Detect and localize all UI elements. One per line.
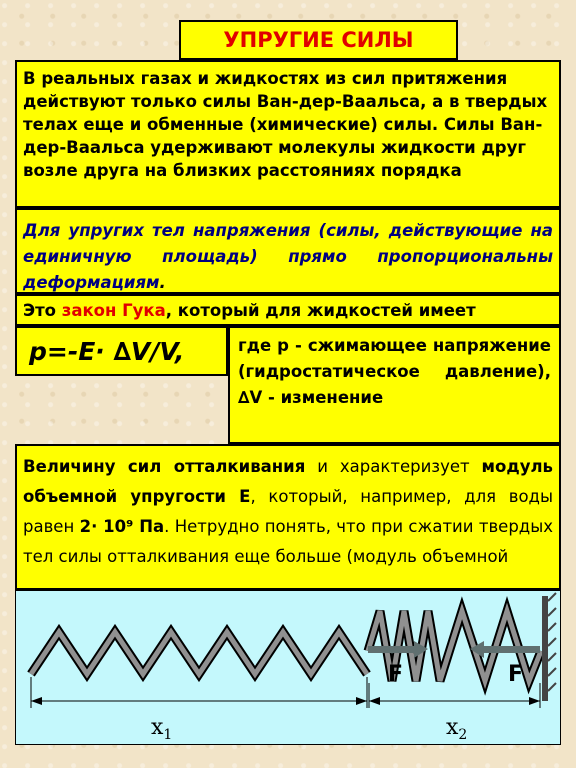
bulk-value: 2· 10⁹ Па xyxy=(79,517,165,536)
force-label-right: F xyxy=(508,662,524,687)
bulk-bold-2: модуль объемной упругости E xyxy=(23,457,553,506)
hooke-prefix: Это xyxy=(23,301,62,320)
bulk-text-1: и характеризует xyxy=(305,457,482,476)
paragraph-bulk-modulus xyxy=(15,444,561,590)
label-x2: $x_2$ xyxy=(446,715,468,743)
hooke-formula: p=-E· ∆V/V, xyxy=(15,326,228,376)
spring-diagram-svg xyxy=(16,591,562,746)
formula-explanation: где p - сжимающее напряжение (гидростатическое давление), ∆V - изменение xyxy=(228,326,561,444)
bulk-text-3: . Нетрудно понять, что при сжатии твердых тел силы отталкивания еще больше (модуль объемной xyxy=(23,517,553,566)
wall xyxy=(542,593,556,701)
hooke-law-line xyxy=(15,294,561,326)
page-title: УПРУГИЕ СИЛЫ xyxy=(179,20,458,60)
paragraph-elastic-text: Для упругих тел напряжения (силы, действующие на единичную площадь) прямо пропорциональны деформациям xyxy=(23,221,553,292)
paragraph-forces: В реальных газах и жидкостях из сил притяжения действуют только силы Ван-дер-Ваальса, а в твердых телах еще и обменные (химические) силы. Силы Ван-дер-Ваальса удерживают молекулы жидкости друг возле друга на близких расстояниях порядка xyxy=(15,60,561,208)
spring-diagram xyxy=(15,590,561,745)
label-x1: $x_1$ xyxy=(151,715,173,743)
relaxed-spring xyxy=(31,632,367,674)
bulk-text-2: , который, например, для воды равен xyxy=(23,487,553,536)
hooke-suffix: , который для жидкостей имеет xyxy=(165,301,476,320)
hooke-law-term: закон Гука xyxy=(61,301,166,320)
bulk-bold-1: Величину сил отталкивания xyxy=(23,457,306,476)
paragraph-elastic-end: . xyxy=(159,273,166,292)
force-label-left: F xyxy=(388,662,404,687)
paragraph-elastic-bodies xyxy=(15,208,561,294)
